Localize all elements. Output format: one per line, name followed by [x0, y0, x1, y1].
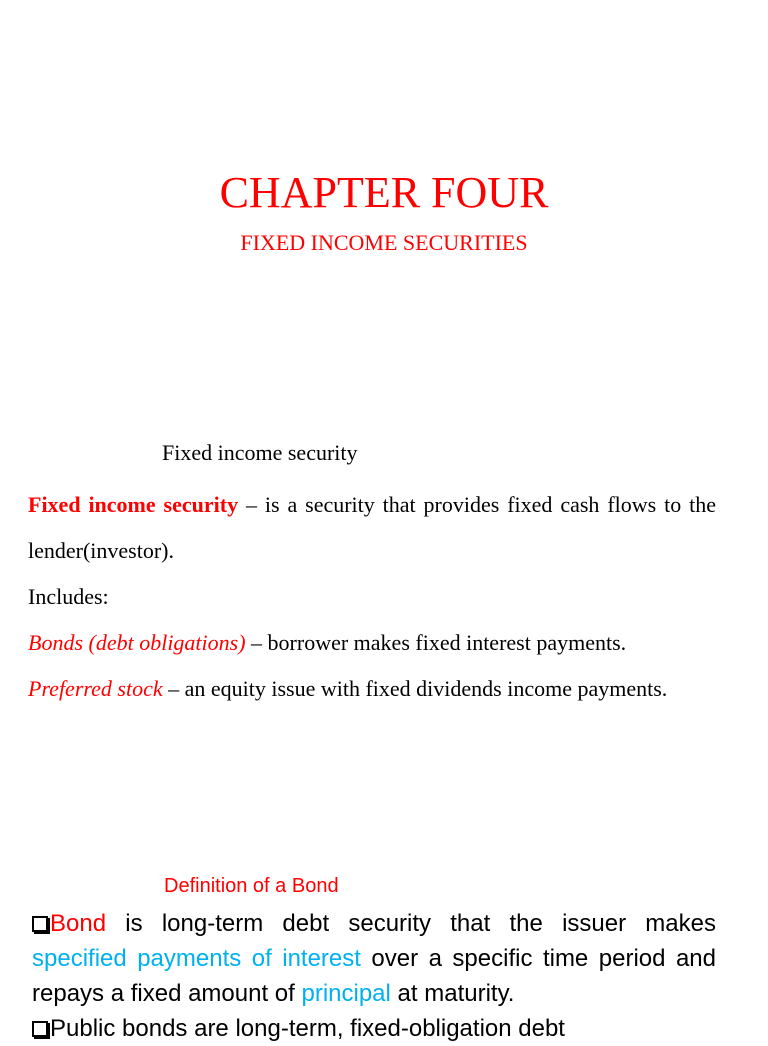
preferred-paragraph: [28, 666, 716, 712]
definition-text: – is a security that provides fixed cash flows to the lender(investor).: [28, 492, 716, 563]
bond-text-c: at maturity.: [390, 980, 515, 1007]
section-heading: Fixed income security: [162, 440, 358, 465]
bond-bullet-1: [32, 906, 716, 1011]
definition-term: Fixed income security: [28, 492, 239, 517]
checkbox-bullet-icon: [32, 916, 48, 932]
bond-text-b: over a specific time period and repays a fixed amount of: [32, 945, 717, 1007]
bond-definition-body: [32, 906, 716, 1046]
includes-label: Includes:: [28, 584, 109, 609]
definition-paragraph: [28, 482, 716, 574]
bond-highlight-principal: principal: [301, 980, 391, 1007]
preferred-term: Preferred stock: [28, 676, 163, 701]
checkbox-bullet-icon: [32, 1021, 48, 1037]
bond-section-heading: Definition of a Bond: [164, 875, 339, 897]
bonds-text: – borrower makes fixed interest payments.: [245, 630, 627, 655]
public-bonds-text: Public bonds are long-term, fixed-obligation debt: [50, 1015, 565, 1042]
bond-term: Bond: [50, 910, 107, 937]
bonds-paragraph: [28, 620, 716, 666]
bond-text-a: is long-term debt security that the issuer makes: [106, 910, 716, 937]
chapter-title: CHAPTER FOUR: [219, 168, 549, 217]
bond-bullet-2: [32, 1011, 716, 1046]
preferred-text: – an equity issue with fixed dividends income payments.: [162, 676, 668, 701]
bonds-term: Bonds (debt obligations): [28, 630, 246, 655]
bond-highlight-interest: specified payments of interest: [32, 945, 361, 972]
fixed-income-body: [28, 482, 716, 712]
chapter-subtitle: FIXED INCOME SECURITIES: [240, 230, 528, 255]
